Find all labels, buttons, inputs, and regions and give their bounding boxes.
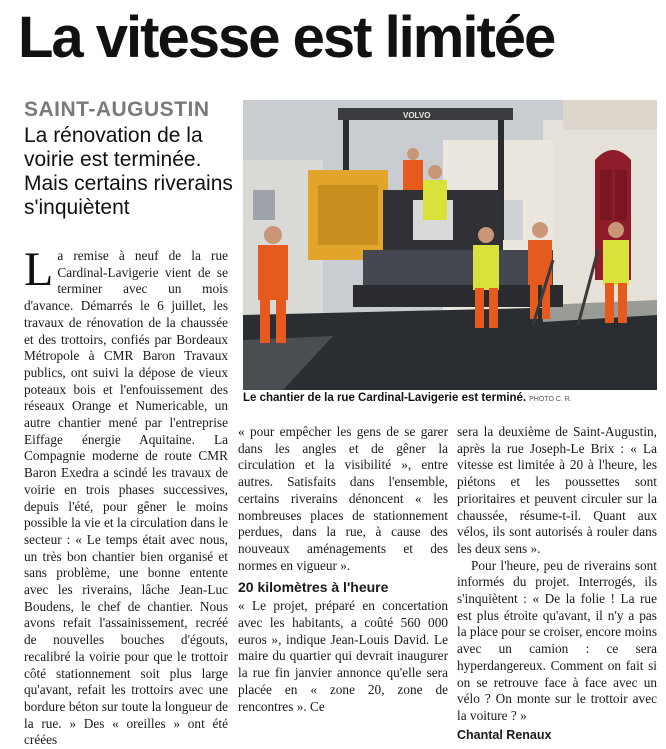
article-paragraph: sera la deuxième de Saint-Augustin, après la rue Joseph-Le Brix : « La vitesse est limitée à 20 à l'heure, les piétons et les poussettes sont prioritaires et peuvent circuler sur la chaussée, résume-t-il. Quant aux vélos, ils sont autorisés à rouler dans les deux sens ».: [457, 424, 657, 556]
machine-brand-label: VOLVO: [403, 111, 431, 120]
subheadline: La rénovation de la voirie est terminée. Mais certains riverains s'inquiètent: [24, 124, 233, 219]
drop-cap: L: [24, 243, 54, 296]
photo-illustration: [243, 100, 657, 390]
article-column-3: [457, 424, 657, 743]
article-paragraph: « pour empêcher les gens de se garer dans les angles et de gêner la circulation et la visibilité », entre autres. Satisfaits dans l'ensemble, certains riverains dénoncent « les nombreuses places de stationnement perdues, dans la rue, à cause des nouveaux aménagements et des normes en vigueur ».: [238, 424, 448, 573]
kicker-location: SAINT-AUGUSTIN: [24, 98, 210, 121]
article-paragraph: « Le projet, préparé en concertation avec les habitants, a coûté 560 000 euros », indique Jean-Louis David. Le maire du quartier qui devrait inaugurer la rue fin janvier annonce qu'elle sera placée en « zone 20, zone de rencontres ». Ce: [238, 598, 448, 714]
article-photo: [243, 100, 657, 390]
caption-text: Le chantier de la rue Cardinal-Lavigerie est terminé.: [243, 392, 527, 404]
article-column-2: [238, 424, 448, 715]
article-paragraph: a remise à neuf de la rue Cardinal-Lavigerie vient de se terminer avec un mois d'avance. Démarrés le 6 juillet, les travaux de rénovation de la chaussée et des trottoirs, confiés par Bordeaux Métropole à CMR Baron Travaux publics, ont suivi la dépose de vieux poteaux bois et l'enfouissement des réseaux Orange et Numericable, un autre chantier mené par l'entreprise Eiffage énergie Aquitaine. La Compagnie moderne de route CMR Baron Exedra a scindé les travaux de voirie en trois phases successives, depuis l'été, pour gêner le moins possible la vie et la circulation dans le secteur : « Le temps était avec nous, un très bon chantier bien organisé et sans problème, une bonne entente avec les riverains, lâche Jean-Luc Boudens, le chef de chantier. Nous avons refait l'assainissement, recréé de nouvelles bouches d'égouts, recalibré la voirie pour que le trottoir côté stationnement soit plus large qu'avant, refait les trottoirs avec une bordure béton sur toute la longueur de la rue. » Des « oreilles » ont été créées: [24, 248, 228, 748]
photo-credit: PHOTO C. R.: [529, 396, 572, 403]
author-signature: Chantal Renaux: [457, 727, 552, 742]
article-column-1: [24, 243, 228, 749]
photo-caption: [243, 392, 663, 404]
section-subtitle: 20 kilomètres à l'heure: [238, 579, 389, 596]
article-paragraph: Pour l'heure, peu de riverains sont informés du projet. Interrogés, ils s'inquiètent : « De la folie ! La rue est plus étroite qu'avant, il n'y a pas la place pour se croiser, encore moins avec un camion : ce sera hyperdangereux. Comment on fait si on se retrouve face à face avec un vélo ? On monte sur le trottoir avec la voiture ? »: [457, 557, 657, 723]
headline: La vitesse est limitée: [18, 5, 555, 70]
